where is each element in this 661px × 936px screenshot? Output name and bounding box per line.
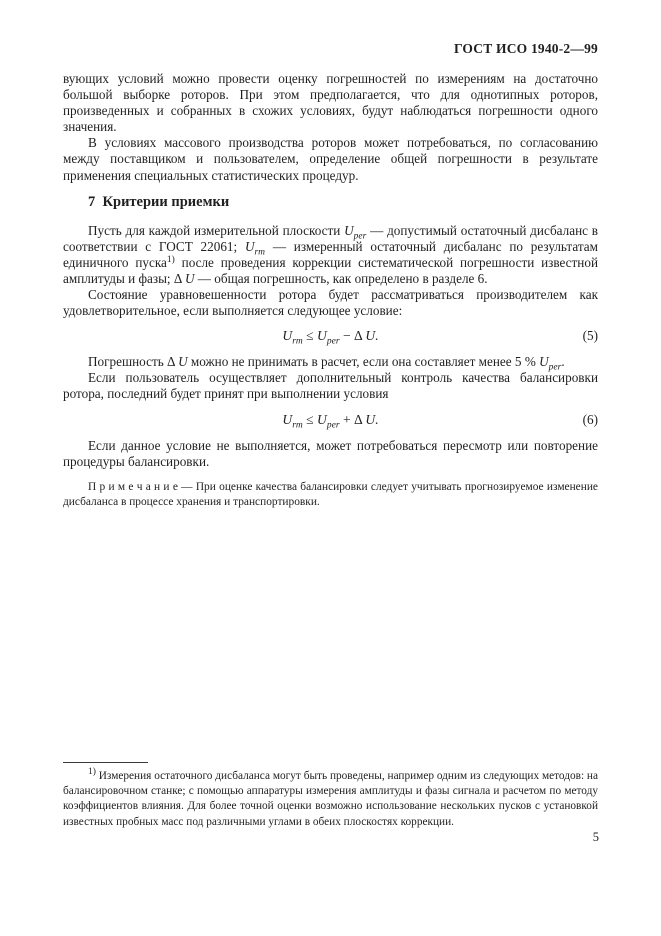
section-heading [88,193,598,212]
note-paragraph: П р и м е ч а н и е — При оценке качества балансировки следует учитывать прогнозируемое изменение дисбаланса в процессе хранения и транспортировки. [63,480,598,509]
formula-5-expression: $U_{rm} \le U_{per} - \Delta$ U. [282,328,379,347]
paragraph-definitions: Пусть для каждой измерительной плоскости $U_{per}$ — допустимый остаточный дисбаланс в соответствии с ГОСТ 22061; $U_{rm}$ — измеренный остаточный дисбаланс по результатам единичного пуска$^{1)}$ после проведения коррекции систематической погрешности известной амплитуды и фазы; Δ U — общая погрешность, как определено в разделе 6. [63,222,598,286]
footnote-text: $^{1)}$ Измерения остаточного дисбаланса могут быть проведены, например одним из следующих методов: на балансировочном станке; с помощью аппаратуры измерения амплитуды и фазы сигнала и расчетом по методу коэффициентов влияния. Для более точной оценки возможно использование нескольких пусков с установкой известных пробных масс под различными углами в обеих плоскостях коррекции. [63,767,598,828]
math-var-du: U [184,270,195,286]
footnote-block [63,762,598,830]
paragraph-user-control: Если пользователь осуществляет дополнительный контроль качества балансировки ротора, последний будет принят при выполнении условия [63,370,598,402]
math-sub-rm: rm [254,247,266,258]
page-number: 5 [592,830,599,844]
math-var-uper2: U [539,354,549,370]
formula-6-number: (6) [582,411,599,427]
math-sub-per: per [353,231,367,242]
page-content [63,0,598,511]
paragraph-error-neglect: Погрешность Δ U можно не принимать в расчет, если она составляет менее 5 % $U_{per}$. [88,354,565,373]
math-var-urm: U [244,238,255,254]
footnote-separator [63,762,148,763]
document-code-header: ГОСТ ИСО 1940-2—99 [453,41,598,56]
paragraph-mass-production: В условиях массового производства роторов может потребоваться, по согласованию между поставщиком и пользователем, определение общей погрешности в результате применения специальных статистических процедур. [63,135,598,183]
footnote-reference: 1) [166,254,175,265]
paragraph-condition-intro: Состояние уравновешенности ротора будет рассматриваться производителем как удовлетворительное, если выполняется следующее условие: [63,287,598,319]
formula-5 [63,326,598,346]
section-title: Критерии приемки [102,193,230,210]
section-number: 7 [88,193,96,210]
math-var-uper: U [344,222,354,238]
paragraph-rebalancing: Если данное условие не выполняется, может потребоваться пересмотр или повторение процедуры балансировки. [63,437,598,469]
formula-5-number: (5) [582,328,599,344]
formula-6-expression: $U_{rm} \le U_{per} + \Delta$ U. [282,411,379,430]
math-var-du2: U [178,354,188,370]
formula-6 [63,410,598,430]
paragraph-continuation: вующих условий можно провести оценку погрешностей по измерениям на достаточно большой выборке роторов. При этом предполагается, что для однотипных роторов, произведенных и собранных в схожих условиях, будут наблюдаться погрешности одного значения. [63,71,598,135]
math-sub-per2: per [548,362,562,373]
footnote-marker: 1) [88,767,96,777]
